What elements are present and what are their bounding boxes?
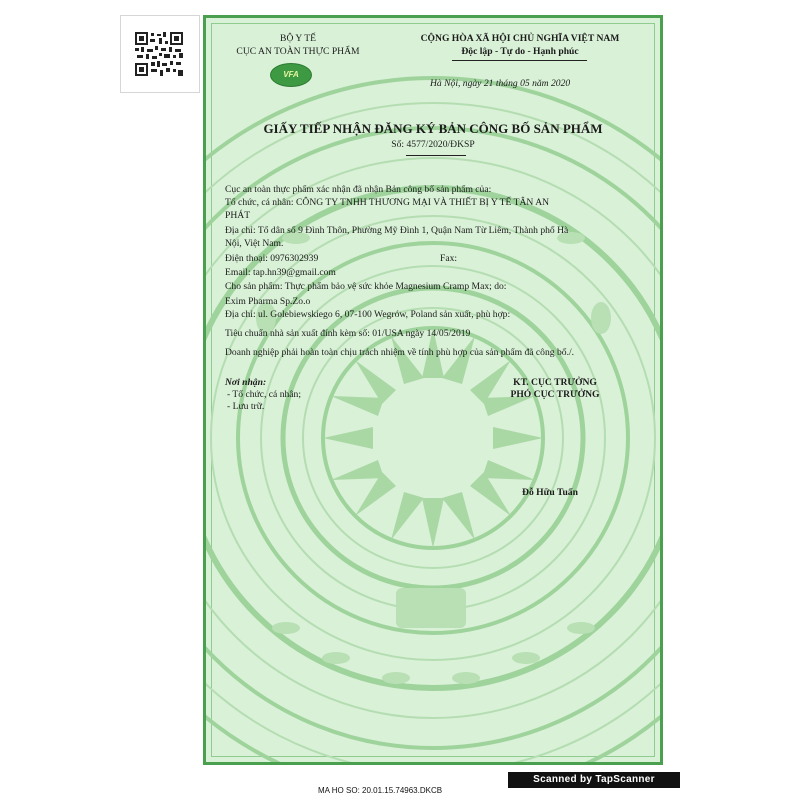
- vfa-logo: [270, 63, 312, 87]
- signer-role-1: KT. CỤC TRƯỞNG: [513, 377, 597, 388]
- recipient-item: - Tổ chức, cá nhân;: [227, 389, 302, 400]
- document-number: Số: 4577/2020/ĐKSP: [391, 139, 475, 150]
- signer-name: Đỗ Hữu Tuấn: [522, 487, 578, 498]
- ministry-name: BỘ Y TẾ: [280, 33, 316, 44]
- qr-code-frame: [120, 15, 200, 93]
- recipients-heading: Nơi nhận:: [225, 377, 267, 388]
- dossier-code: MA HO SO: 20.01.15.74963.DKCB: [318, 786, 443, 795]
- motto-underline: [452, 60, 587, 61]
- number-underline: [406, 155, 466, 156]
- qr-code-icon: [135, 32, 183, 76]
- fax-label: Fax:: [440, 253, 458, 264]
- agency-name: CỤC AN TOÀN THỰC PHẨM: [236, 46, 360, 57]
- manufacturer-address: Địa chỉ: ul. Golebiewskiego 6, 07-100 Wegrów, Poland sản xuất, phù hợp:: [225, 309, 511, 320]
- responsibility-statement: Doanh nghiệp phải hoàn toàn chịu trách nhiệm về tính phù hợp của sản phẩm đã công bố./.: [225, 347, 575, 358]
- document-title: GIẤY TIẾP NHẬN ĐĂNG KÝ BẢN CÔNG BỐ SẢN PHẨM: [263, 121, 603, 136]
- manufacturer-name: Exim Pharma Sp.Zo.o: [225, 296, 311, 307]
- republic-name: CỘNG HÒA XÃ HỘI CHỦ NGHĨA VIỆT NAM: [420, 33, 620, 44]
- organization-line-2: PHÁT: [225, 210, 251, 221]
- email-address: Email: tap.hn39@gmail.com: [225, 267, 336, 278]
- intro-text: Cục an toàn thực phẩm xác nhận đã nhận Bản công bố sản phẩm của:: [225, 184, 492, 195]
- address-line-1: Địa chỉ: Tổ dân số 9 Đình Thôn, Phường Mỹ Đình 1, Quận Nam Từ Liêm, Thành phố Hà: [225, 225, 569, 236]
- place-date: Hà Nội, ngày 21 tháng 05 năm 2020: [430, 78, 571, 89]
- signer-role-2: PHÓ CỤC TRƯỞNG: [510, 389, 600, 400]
- organization-line-1: Tổ chức, cá nhân: CÔNG TY TNHH THƯƠNG MẠI VÀ THIẾT BỊ Y TẾ TÂN AN: [225, 197, 550, 208]
- national-motto: Độc lập - Tự do - Hạnh phúc: [461, 46, 579, 57]
- address-line-2: Nội, Việt Nam.: [225, 238, 284, 249]
- vfa-logo-text: VFA: [283, 70, 299, 79]
- scanner-watermark: Scanned by TapScanner: [508, 772, 680, 788]
- phone-number: Điện thoại: 0976302939: [225, 253, 319, 264]
- standard-reference: Tiêu chuẩn nhà sản xuất đính kèm số: 01/USA ngày 14/05/2019: [225, 328, 471, 339]
- recipient-item: - Lưu trữ.: [227, 401, 265, 412]
- product-line: Cho sản phẩm: Thực phẩm bảo vệ sức khỏe Magnesium Cramp Max; do:: [225, 281, 507, 292]
